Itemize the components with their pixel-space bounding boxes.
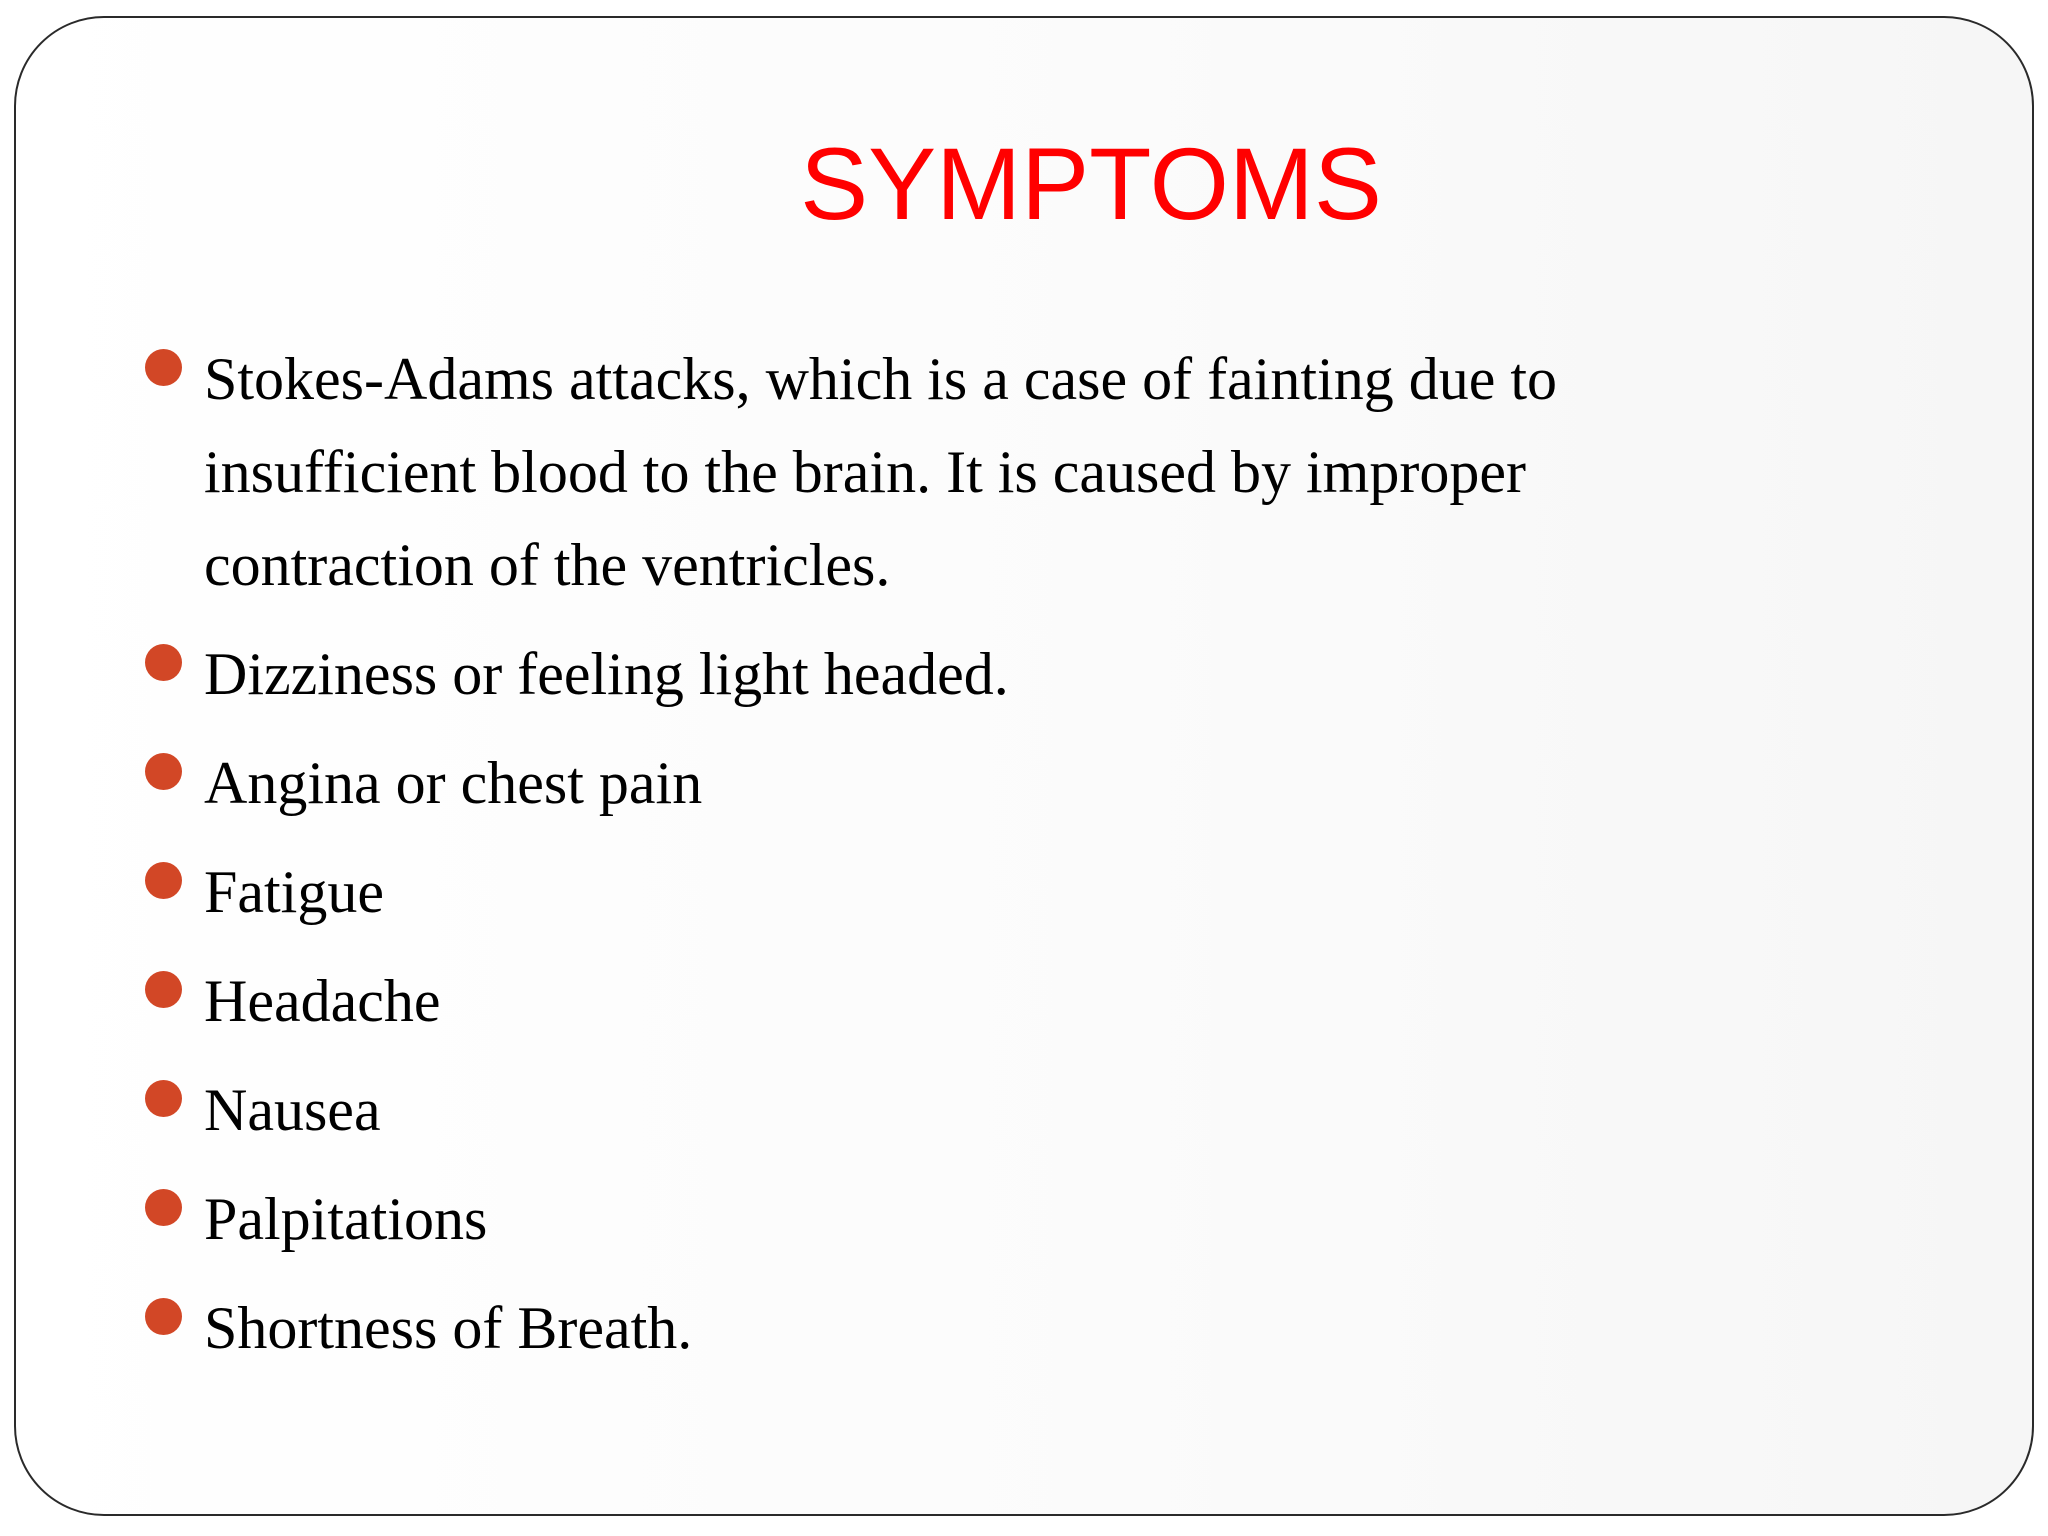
bullet-icon [145,971,182,1008]
list-item-text: Shortness of Breath. [204,1295,693,1361]
list-item-text: Fatigue [204,859,384,925]
bullet-icon [145,753,182,790]
list-item [141,1282,1761,1375]
list-item [141,1173,1761,1266]
slide-title: SYMPTOMS [800,127,1382,241]
bullet-icon [145,349,182,386]
list-item-text: Dizziness or feeling light headed. [204,641,1009,707]
list-item [141,628,1761,721]
slide-frame [14,16,2034,1516]
list-item-text: Headache [204,968,441,1034]
bullet-icon [145,1189,182,1226]
list-item-text: Stokes-Adams attacks, which is a case of fainting due to insufficient blood to the brain. It is caused by improper contraction of the ventricles. [204,346,1557,598]
list-item [141,846,1761,939]
bullet-icon [145,1298,182,1335]
bullet-icon [145,862,182,899]
list-item-text: Angina or chest pain [204,750,703,816]
bullet-icon [145,1080,182,1117]
list-item [141,1064,1761,1157]
bullet-icon [145,644,182,681]
list-item-text: Nausea [204,1077,381,1143]
list-item-text: Palpitations [204,1186,488,1252]
list-item [141,333,1761,612]
symptom-list [141,333,1761,1391]
list-item [141,737,1761,830]
list-item [141,955,1761,1048]
